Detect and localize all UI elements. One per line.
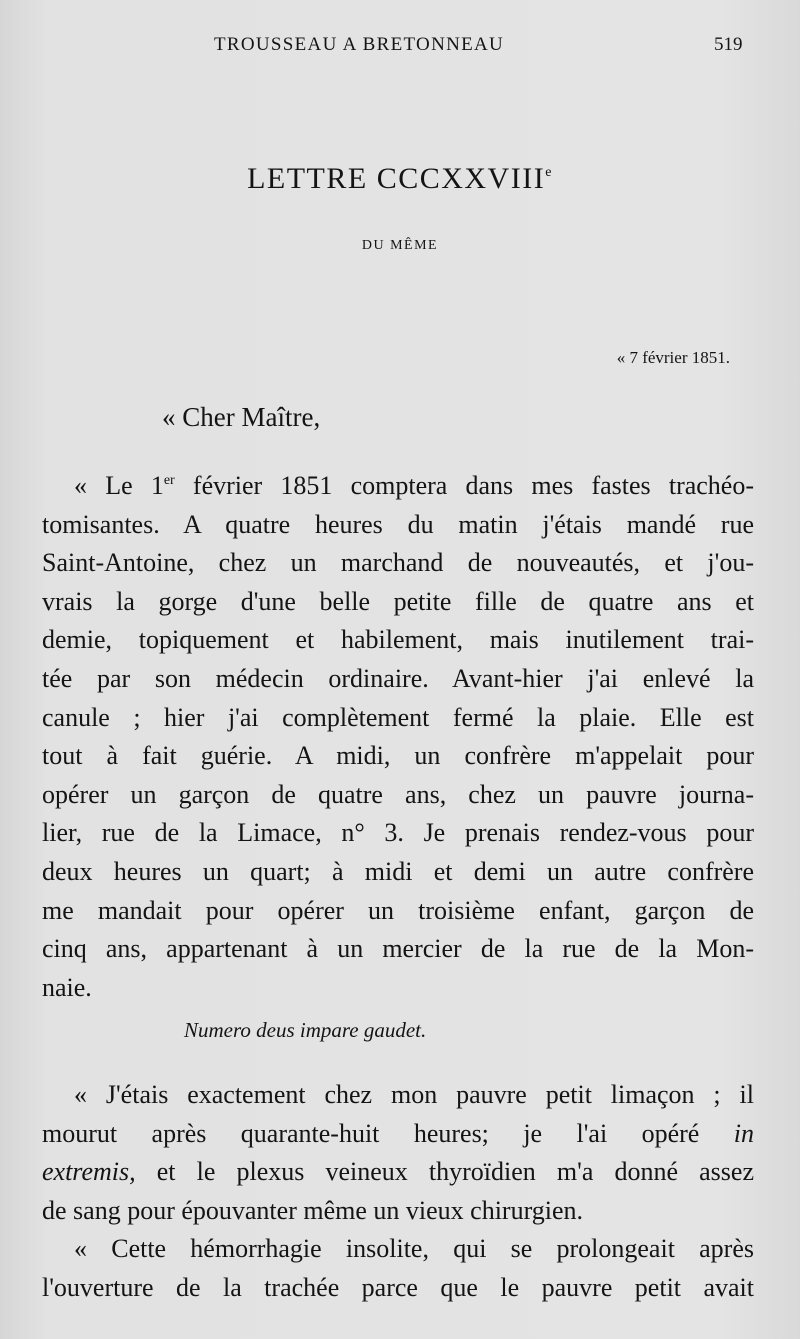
running-head [0,34,800,64]
text-line: l'ouverture de la trachée parce que le pauvre petit avait [42,1272,754,1302]
latin-quote: Numero deus impare gaudet. [184,1018,427,1042]
paragraph-2 [42,1076,754,1230]
text-line: de sang pour épouvanter même un vieux chirurgien. [42,1195,584,1225]
paragraph-3 [42,1230,754,1307]
text-line: cinq ans, appartenant à un mercier de la rue de la Mon- [42,934,754,964]
running-head-title: TROUSSEAU A BRETONNEAU [214,34,505,55]
letter-title [0,162,800,196]
text-line: Saint-Antoine, chez un marchand de nouveautés, et j'ou- [42,548,754,578]
text-line: lier, rue de la Limace, n° 3. Je prenais rendez-vous pour [42,818,754,848]
page-number: 519 [714,34,743,55]
paragraph-1 [42,462,754,1007]
text-line: « Le 1er février 1851 comptera dans mes fastes trachéo- [74,471,755,500]
text-line: mourut après quarante-huit heures; je l'ai opéré in [42,1118,754,1148]
text-line: tomisantes. A quatre heures du matin j'étais mandé rue [42,509,754,539]
text-line: me mandait pour opérer un troisième enfant, garçon de [42,895,754,925]
text-line: canule ; hier j'ai complètement fermé la plaie. Elle est [42,702,754,732]
letter-date: « 7 février 1851. [616,348,730,367]
text-line: deux heures un quart; à midi et demi un autre confrère [42,856,754,886]
text-line: naie. [42,972,92,1002]
letter-subtitle: DU MÊME [361,238,439,253]
salutation: « Cher Maître, [162,402,321,432]
text-line: extremis, et le plexus veineux thyroïdien m'a donné assez [42,1157,754,1187]
text-line: « Cette hémorrhagie insolite, qui se prolongeait après [74,1234,754,1263]
letter-title-text: LETTRE CCCXXVIII [247,162,546,195]
text-line: tée par son médecin ordinaire. Avant-hier j'ai enlevé la [42,663,754,693]
text-line: « J'étais exactement chez mon pauvre petit limaçon ; il [74,1080,754,1109]
text-line: demie, topiquement et habilement, mais inutilement trai- [42,625,754,655]
text-line: opérer un garçon de quatre ans, chez un pauvre journa- [42,779,754,809]
text-line: tout à fait guérie. A midi, un confrère m'appelait pour [42,741,754,771]
text-line: vrais la gorge d'une belle petite fille de quatre ans et [42,586,754,616]
letter-title-suffix: e [545,165,553,180]
